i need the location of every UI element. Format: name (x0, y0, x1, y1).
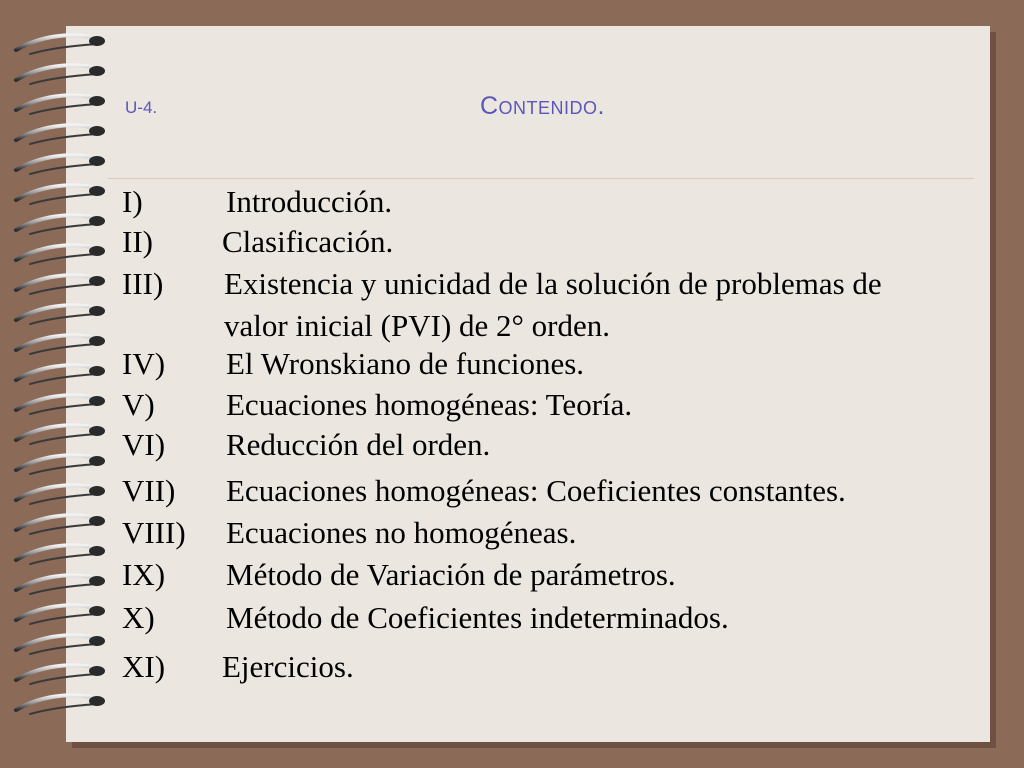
item-text: Ecuaciones no homogéneas. (226, 515, 577, 550)
spiral-ring (16, 65, 105, 84)
spiral-ring (16, 215, 105, 234)
page-title: Contenido. (480, 92, 606, 120)
item-number: VI) (122, 427, 166, 462)
spiral-ring (16, 455, 105, 474)
item-number: X) (122, 600, 155, 635)
spiral-ring (16, 365, 105, 384)
item-text: Ecuaciones homogéneas: Coeficientes constantes. (226, 473, 846, 508)
spiral-ring (16, 125, 105, 144)
spiral-ring (16, 245, 105, 264)
item-number: I) (122, 184, 143, 219)
spiral-ring (16, 155, 105, 174)
spiral-ring (16, 575, 105, 594)
item-number: V) (122, 387, 155, 422)
item-text: Método de Coeficientes indeterminados. (226, 600, 729, 635)
spiral-ring (16, 95, 105, 114)
item-text: Introducción. (226, 184, 393, 219)
item-number: VIII) (122, 515, 186, 550)
spiral-ring (16, 515, 105, 534)
item-number: VII) (122, 473, 176, 508)
spiral-ring (16, 665, 105, 684)
spiral-ring (16, 275, 105, 294)
item-number: IV) (122, 346, 166, 381)
spiral-ring (16, 305, 105, 324)
item-text: Método de Variación de parámetros. (226, 557, 676, 592)
spiral-ring (16, 545, 105, 564)
item-number: XI) (122, 649, 166, 684)
spiral-ring (16, 335, 105, 354)
item-text: Ecuaciones homogéneas: Teoría. (226, 387, 633, 422)
spiral-ring (16, 605, 105, 624)
item-text: Ejercicios. (222, 649, 354, 684)
unit-label: U-4. (125, 98, 158, 117)
item-text: valor inicial (PVI) de 2° orden. (224, 308, 611, 343)
spiral-ring (16, 635, 105, 654)
spiral-ring (16, 35, 105, 54)
spiral-ring (16, 485, 105, 504)
item-text: El Wronskiano de funciones. (226, 346, 585, 381)
spiral-ring (16, 695, 105, 714)
item-number: III) (122, 266, 164, 301)
item-text: Clasificación. (222, 224, 394, 259)
item-text: Reducción del orden. (226, 427, 491, 462)
spiral-binding (0, 0, 120, 768)
spiral-ring (16, 395, 105, 414)
spiral-ring (16, 425, 105, 444)
item-number: IX) (122, 557, 166, 592)
item-number: II) (122, 224, 153, 259)
spiral-ring (16, 185, 105, 204)
header-divider (108, 178, 974, 179)
item-text: Existencia y unicidad de la solución de problemas de (224, 266, 882, 301)
